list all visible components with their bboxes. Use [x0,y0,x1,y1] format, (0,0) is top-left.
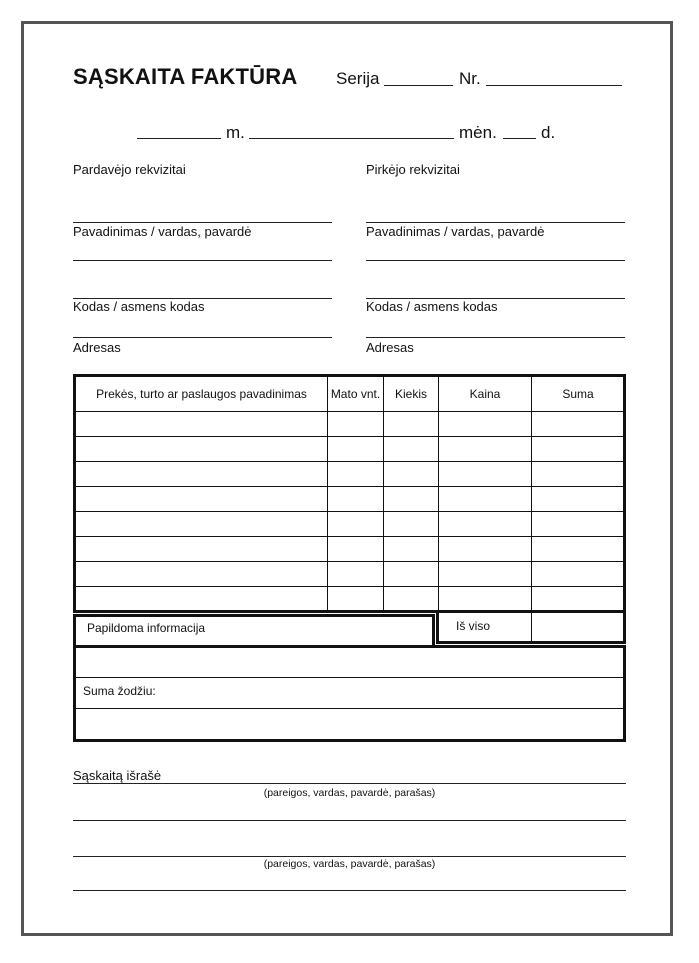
buyer-name-label: Pavadinimas / vardas, pavardė [366,224,545,239]
total-label: Iš viso [456,619,491,633]
buyer-heading: Pirkėjo rekvizitai [366,162,460,177]
table-row[interactable] [75,461,624,462]
table-row[interactable] [75,411,624,412]
seller-code-label: Kodas / asmens kodas [73,299,205,314]
sum-in-words-line[interactable] [75,708,624,709]
buyer-name-field[interactable] [366,222,625,223]
total-value-field[interactable] [533,613,623,641]
extra-info-label: Papildoma informacija [87,621,206,635]
table-row[interactable] [75,536,624,537]
issuer-extra-line[interactable] [73,820,626,821]
column-header-quantity: Kiekis [394,387,427,401]
month-field[interactable] [249,138,454,139]
table-row[interactable] [75,586,624,587]
extra-info-line[interactable] [75,677,624,678]
number-field[interactable] [486,85,622,86]
day-field[interactable] [503,138,536,139]
table-col-divider [531,376,532,642]
table-row[interactable] [75,486,624,487]
column-header-name: Prekės, turto ar paslaugos pavadinimas [96,387,307,401]
seller-address-field[interactable] [73,337,332,338]
items-table [73,374,626,613]
receiver-field[interactable] [73,856,626,857]
issuer-label: Sąskaitą išrašė [73,768,162,783]
table-row[interactable] [75,511,624,512]
buyer-address-label: Adresas [366,340,414,355]
buyer-address-field[interactable] [366,337,625,338]
seller-extra-field[interactable] [73,260,332,261]
seller-name-field[interactable] [73,222,332,223]
column-header-price: Kaina [469,387,501,401]
buyer-extra-field[interactable] [366,260,625,261]
column-header-sum: Suma [562,387,594,401]
total-divider [531,612,532,642]
seller-heading: Pardavėjo rekvizitai [73,162,186,177]
seller-name-label: Pavadinimas / vardas, pavardė [73,224,252,239]
month-label: mėn. [459,123,497,142]
year-field[interactable] [137,138,221,139]
receiver-hint: (pareigos, vardas, pavardė, parašas) [263,858,436,870]
issuer-field[interactable] [73,783,626,784]
column-header-unit: Mato vnt. [330,387,381,401]
table-row[interactable] [75,436,624,437]
receiver-extra-line[interactable] [73,890,626,891]
number-label: Nr. [459,69,481,88]
invoice-title: SĄSKAITA FAKTŪRA [73,64,298,89]
seller-address-label: Adresas [73,340,121,355]
day-label: d. [541,123,556,142]
sum-in-words-label: Suma žodžiu: [83,684,156,698]
buyer-code-label: Kodas / asmens kodas [366,299,498,314]
table-row[interactable] [75,561,624,562]
issuer-hint: (pareigos, vardas, pavardė, parašas) [263,787,436,799]
series-field[interactable] [384,85,453,86]
extra-info-box [73,645,626,742]
series-label: Serija [336,69,380,88]
year-label: m. [226,123,245,142]
